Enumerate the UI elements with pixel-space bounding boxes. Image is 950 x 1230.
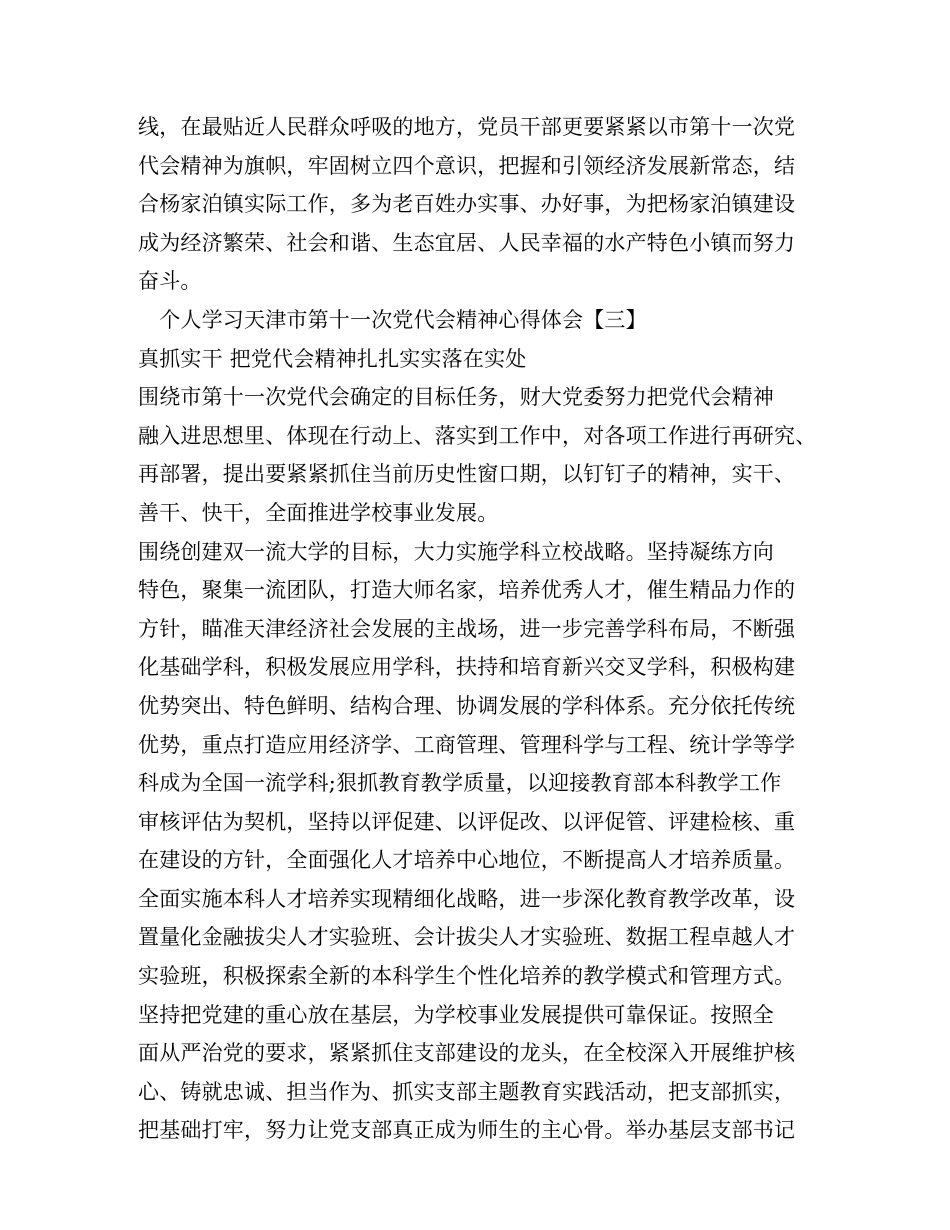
text-line: 置量化金融拔尖人才实验班、会计拔尖人才实验班、数据工程卓越人才 — [138, 925, 796, 950]
text-line: 全面实施本科人才培养实现精细化战略，进一步深化教育教学改革，设 — [138, 886, 796, 911]
text-line: 方针，瞄准天津经济社会发展的主战场，进一步完善学科布局，不断强 — [138, 616, 796, 641]
text-line: 融入进思想里、体现在行动上、落实到工作中，对各项工作进行再研究、 — [138, 423, 817, 448]
section-subtitle: 真抓实干 把党代会精神扎扎实实落在实处 — [138, 346, 527, 371]
text-line: 特色，聚集一流团队，打造大师名家，培养优秀人才，催生精品力作的 — [138, 578, 796, 603]
text-line: 坚持把党建的重心放在基层，为学校事业发展提供可靠保证。按照全 — [138, 1002, 774, 1027]
text-line: 成为经济繁荣、社会和谐、生态宜居、人民幸福的水产特色小镇而努力 — [138, 230, 796, 255]
text-line: 再部署，提出要紧紧抓住当前历史性窗口期，以钉钉子的精神，实干、 — [138, 462, 796, 487]
text-line: 科成为全国一流学科;狠抓教育教学质量，以迎接教育部本科教学工作 — [138, 771, 782, 796]
text-line: 面从严治党的要求，紧紧抓住支部建设的龙头，在全校深入开展维护核 — [138, 1041, 796, 1066]
section-heading: 个人学习天津市第十一次党代会精神心得体会【三】 — [138, 307, 647, 332]
text-line: 化基础学科，积极发展应用学科，扶持和培育新兴交叉学科，积极构建 — [138, 655, 796, 680]
text-line: 优势，重点打造应用经济学、工商管理、管理科学与工程、统计学等学 — [138, 732, 796, 757]
text-line: 在建设的方针，全面强化人才培养中心地位，不断提高人才培养质量。 — [138, 848, 796, 873]
text-line: 合杨家泊镇实际工作，多为老百姓办实事、办好事，为把杨家泊镇建设 — [138, 192, 796, 217]
text-line: 线，在最贴近人民群众呼吸的地方，党员干部更要紧紧以市第十一次党 — [138, 115, 796, 139]
text-line: 心、铸就忠诚、担当作为、抓实支部主题教育实践活动，把支部抓实， — [138, 1079, 796, 1104]
text-line: 把基础打牢，努力让党支部真正成为师生的主心骨。举办基层支部书记 — [138, 1118, 796, 1143]
text-line: 奋斗。 — [138, 269, 202, 294]
text-line: 代会精神为旗帜，牢固树立四个意识，把握和引领经济发展新常态，结 — [138, 153, 796, 178]
text-line: 围绕创建双一流大学的目标，大力实施学科立校战略。坚持凝练方向 — [138, 539, 774, 564]
text-line: 审核评估为契机，坚持以评促建、以评促改、以评促管、评建检核、重 — [138, 809, 796, 834]
text-line: 围绕市第十一次党代会确定的目标任务，财大党委努力把党代会精神 — [138, 385, 774, 410]
document-body — [138, 108, 838, 1150]
text-line: 善干、快干，全面推进学校事业发展。 — [138, 500, 499, 525]
text-line: 实验班，积极探索全新的本科学生个性化培养的教学模式和管理方式。 — [138, 964, 796, 989]
text-line: 优势突出、特色鲜明、结构合理、协调发展的学科体系。充分依托传统 — [138, 693, 796, 718]
